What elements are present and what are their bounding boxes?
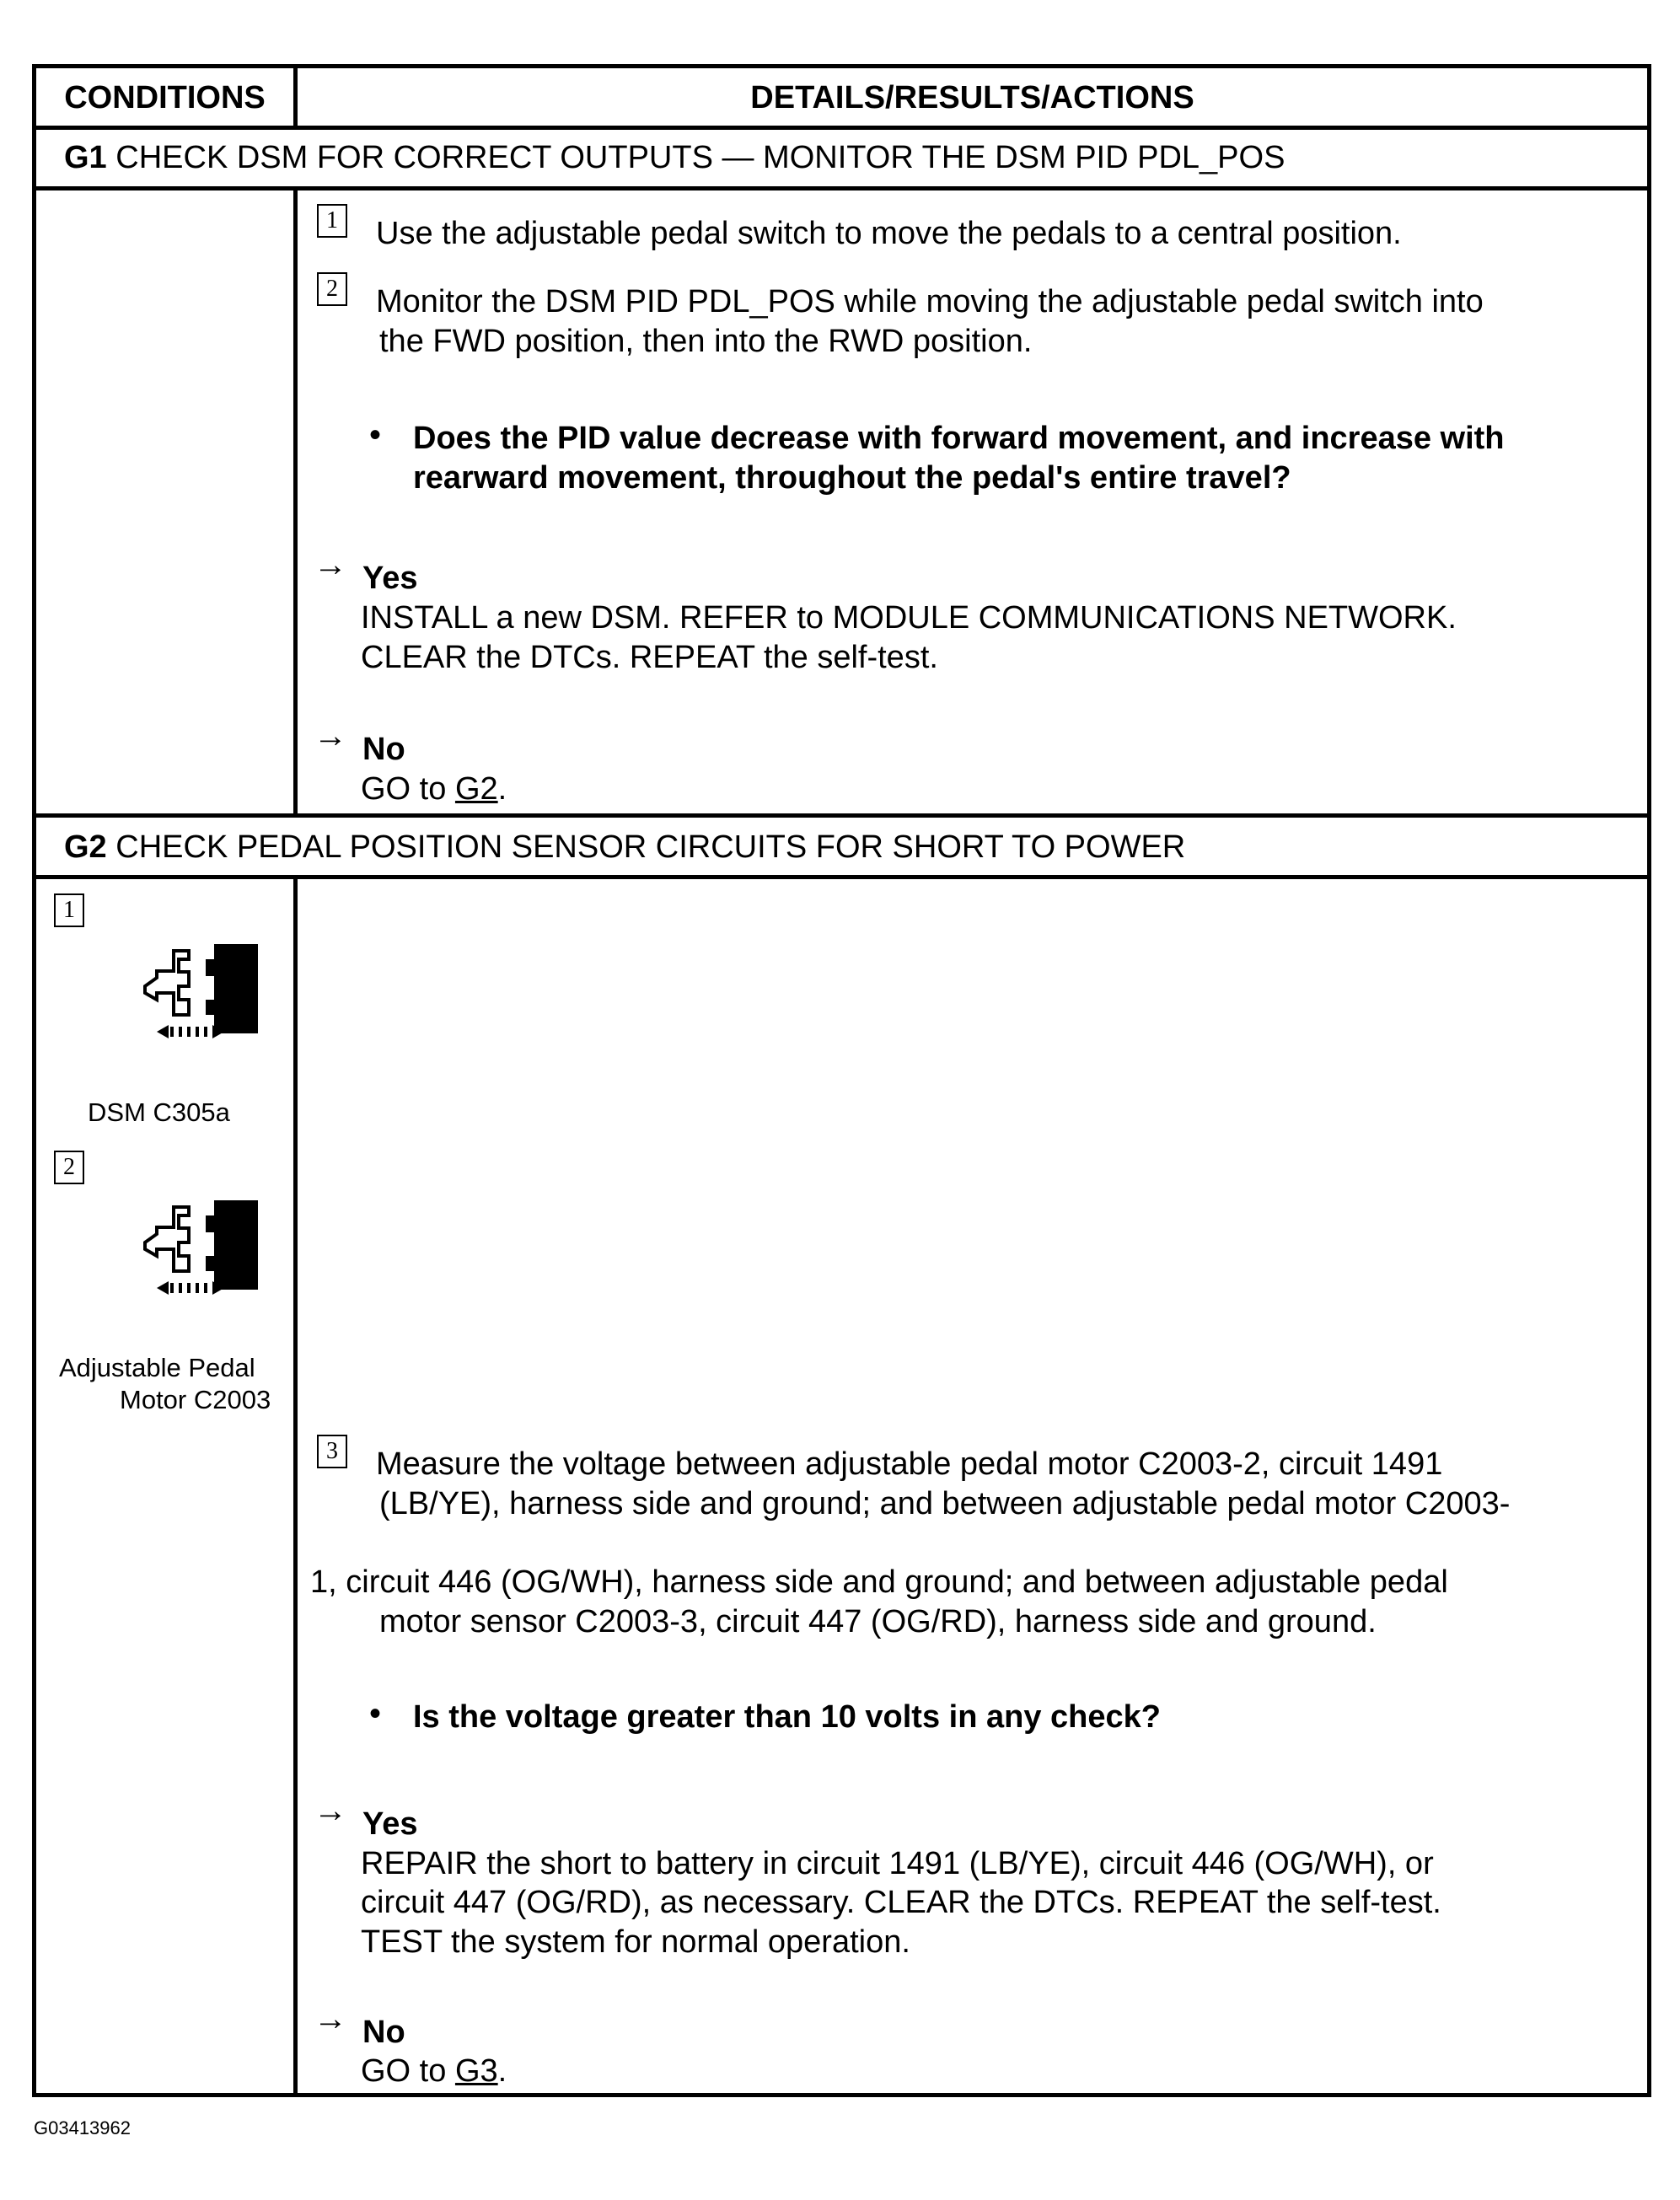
step-text-line: 1, circuit 446 (OG/WH), harness side and ground; and between adjustable pedal — [310, 1564, 1448, 1600]
goto-prefix: GO to — [361, 2053, 447, 2089]
table-rule — [32, 875, 1651, 879]
connector-caption-line: Adjustable Pedal — [59, 1353, 255, 1382]
goto-suffix: . — [497, 771, 507, 807]
step-number-box: 2 — [54, 1151, 84, 1184]
right-arrow-icon: → — [314, 717, 347, 754]
no-label: No — [362, 732, 405, 767]
step-text-line: Measure the voltage between adjustable pedal motor C2003-2, circuit 1491 — [376, 1446, 1443, 1482]
question-line: Is the voltage greater than 10 volts in any check? — [413, 1699, 1161, 1735]
yes-label: Yes — [362, 561, 418, 596]
column-divider — [293, 875, 298, 2097]
right-arrow-icon: → — [314, 546, 347, 583]
step-text-line: Monitor the DSM PID PDL_POS while moving the adjustable pedal switch into — [376, 284, 1484, 319]
goto-text — [361, 770, 507, 809]
action-text-line: TEST the system for normal operation. — [361, 1924, 910, 1960]
goto-prefix: GO to — [361, 771, 447, 807]
table-border-top — [32, 64, 1651, 68]
goto-link-g2[interactable]: G2 — [454, 771, 498, 807]
column-divider — [293, 186, 298, 818]
action-text-line: INSTALL a new DSM. REFER to MODULE COMMUNICATIONS NETWORK. — [361, 600, 1457, 636]
action-text-line: REPAIR the short to battery in circuit 1491 (LB/YE), circuit 446 (OG/WH), or — [361, 1846, 1434, 1881]
section-id: G2 — [64, 829, 107, 865]
question-line: rearward movement, throughout the pedal's entire travel? — [413, 460, 1291, 496]
figure-code: G03413962 — [34, 2117, 131, 2138]
right-arrow-icon: → — [314, 1792, 347, 1829]
bullet-icon: • — [369, 416, 382, 453]
table-border-right — [1647, 64, 1651, 2097]
bullet-icon: • — [369, 1695, 382, 1732]
step-number-box: 2 — [317, 272, 347, 306]
goto-text — [361, 2052, 507, 2091]
question-line: Does the PID value decrease with forward movement, and increase with — [413, 421, 1505, 456]
goto-suffix: . — [497, 2053, 507, 2089]
column-header-conditions: CONDITIONS — [64, 80, 266, 115]
table-rule — [32, 813, 1651, 818]
section-id: G1 — [64, 140, 107, 175]
table-border-left — [32, 64, 36, 2097]
step-number-box: 3 — [317, 1435, 347, 1468]
action-text-line: circuit 447 (OG/RD), as necessary. CLEAR the DTCs. REPEAT the self-test. — [361, 1885, 1441, 1920]
table-rule — [32, 126, 1651, 130]
section-title-g2 — [64, 829, 1185, 866]
no-label: No — [362, 2015, 405, 2050]
goto-link-g3[interactable]: G3 — [454, 2053, 498, 2089]
step-text-line: motor sensor C2003-3, circuit 447 (OG/RD), harness side and ground. — [379, 1604, 1377, 1639]
step-number-box: 1 — [54, 893, 84, 927]
disconnect-connector-icon — [115, 934, 266, 1044]
action-text-line: CLEAR the DTCs. REPEAT the self-test. — [361, 640, 938, 675]
section-title-text: CHECK DSM FOR CORRECT OUTPUTS — MONITOR THE DSM PID PDL_POS — [115, 140, 1285, 175]
step-text-line: the FWD position, then into the RWD position. — [379, 324, 1033, 359]
table-border-bottom — [32, 2093, 1651, 2097]
connector-caption-line: Motor C2003 — [120, 1385, 271, 1414]
yes-label: Yes — [362, 1806, 418, 1842]
table-rule — [32, 186, 1651, 190]
right-arrow-icon: → — [314, 2000, 347, 2037]
section-title-g1 — [64, 140, 1285, 176]
step-text: Use the adjustable pedal switch to move the pedals to a central position. — [376, 216, 1402, 251]
step-number-box: 1 — [317, 204, 347, 238]
disconnect-connector-icon — [115, 1190, 266, 1300]
section-title-text: CHECK PEDAL POSITION SENSOR CIRCUITS FOR SHORT TO POWER — [115, 829, 1186, 865]
column-header-details: DETAILS/RESULTS/ACTIONS — [750, 80, 1194, 115]
step-text-line: (LB/YE), harness side and ground; and between adjustable pedal motor C2003- — [379, 1486, 1511, 1521]
connector-caption: DSM C305a — [88, 1097, 230, 1127]
